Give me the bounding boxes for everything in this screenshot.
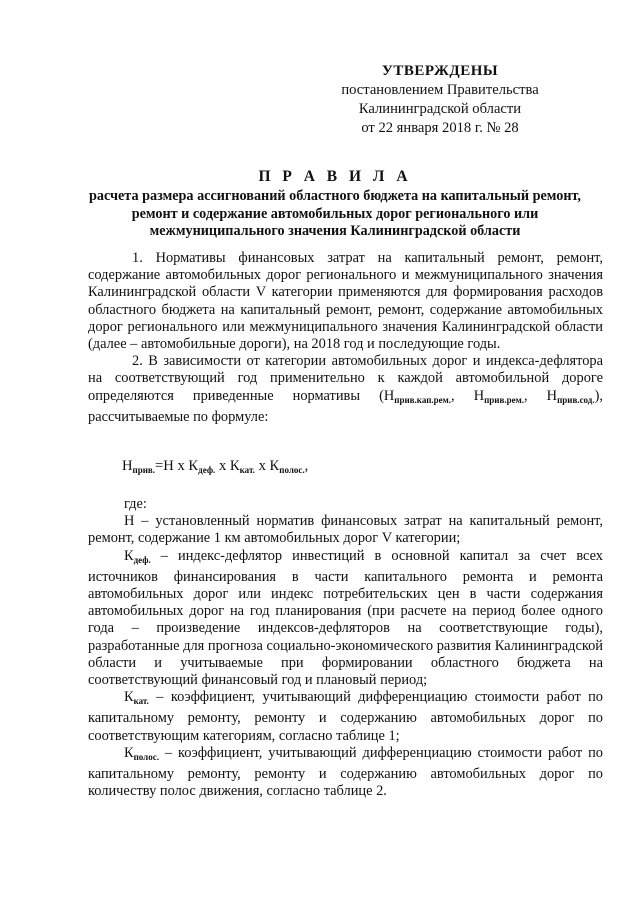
paragraph-2: 2. В зависимости от категории автомобильных дорог и индекса-дефлятора на соответствующий год применительно к каждой автомобильной дороге определяются приведенные нормативы ($Н_{прив.кап.рем.}$, $Н_{прив.рем.}$, $Н_{прив.сод.}$), рассчитываемые по формуле: bbox=[88, 353, 603, 425]
approval-line-2: Калининградской области bbox=[358, 101, 522, 117]
where-label: где: bbox=[124, 496, 147, 512]
paragraph-1: 1. Нормативы финансовых затрат на капитальный ремонт, ремонт, содержание автомобильных дорог регионального и межмуниципального значения Калининградской области V категории применяются для формирования расходов областного бюджета на капитальный ремонт, ремонт, содержание автомобильных дорог регионального или межмуниципального значения Калининградской области (далее – автомобильные дороги), на 2018 год и последующие годы. bbox=[88, 250, 603, 353]
norm-sod-symbol: $Н_{прив.сод.}$ bbox=[546, 387, 595, 405]
norm-rem-symbol: $Н_{прив.рем.}$ bbox=[473, 387, 524, 405]
norm-cap-symbol: $Н_{прив.кап.рем.}$ bbox=[383, 387, 452, 405]
approval-block bbox=[330, 62, 550, 138]
heading-subtitle: расчета размера ассигнований областного бюджета на капитальный ремонт, ремонт и содержание автомобильных дорог регионального или межмуниципального значения Калининградской области bbox=[89, 188, 581, 239]
definitions bbox=[88, 496, 603, 800]
document-heading bbox=[70, 166, 600, 241]
approval-title: УТВЕРЖДЕНЫ bbox=[381, 63, 499, 79]
definition-k-polos: $К_{полос.}$ – коэффициент, учитывающий дифференциацию стоимости работ по капитальному ремонту, ремонту и содержанию автомобильных дорог по количеству полос движения, согласно таблице 2. bbox=[88, 744, 603, 800]
approval-line-3: от 22 января 2018 г. № 28 bbox=[361, 120, 519, 136]
definition-k-kat: $К_{кат.}$ – коэффициент, учитывающий дифференциацию стоимости работ по капитальному ремонту, ремонту и содержанию автомобильных дорог по соответствующим категориям, согласно таблице 1; bbox=[88, 689, 603, 744]
paragraph-2-text: 2. В зависимости от категории автомобильных дорог и индекса-дефлятора на соответствующий год применительно к каждой автомобильной дороге определяются приведенные нормативы ( bbox=[88, 353, 603, 404]
formula: $Н_{прив.}=Н$ х $К_{деф.}$ х $К_{кат.}$ х $К_{полос.}$, bbox=[122, 458, 309, 475]
section-1-2 bbox=[88, 250, 603, 426]
approval-line-1: постановлением Правительства bbox=[341, 82, 539, 98]
heading-main: П Р А В И Л А bbox=[258, 168, 412, 185]
definition-h: Н – установленный норматив финансовых затрат на капитальный ремонт, ремонт, содержание 1 км автомобильных дорог V категории; bbox=[88, 513, 603, 547]
definition-k-def: $К_{деф.}$ – индекс-дефлятор инвестиций в основной капитал за счет всех источников финансирования в части капитального ремонта и ремонта автомобильных дорог или индекс потребительских цен в части содержания автомобильных дорог на год планирования (при расчете на период более одного года – произведение индексов-дефляторов на соответствующие годы), разработанные для прогноза социально-экономического развития Калининградской области и учитываемые при формировании областного бюджета на соответствующий финансовый год и плановый период; bbox=[88, 547, 603, 689]
